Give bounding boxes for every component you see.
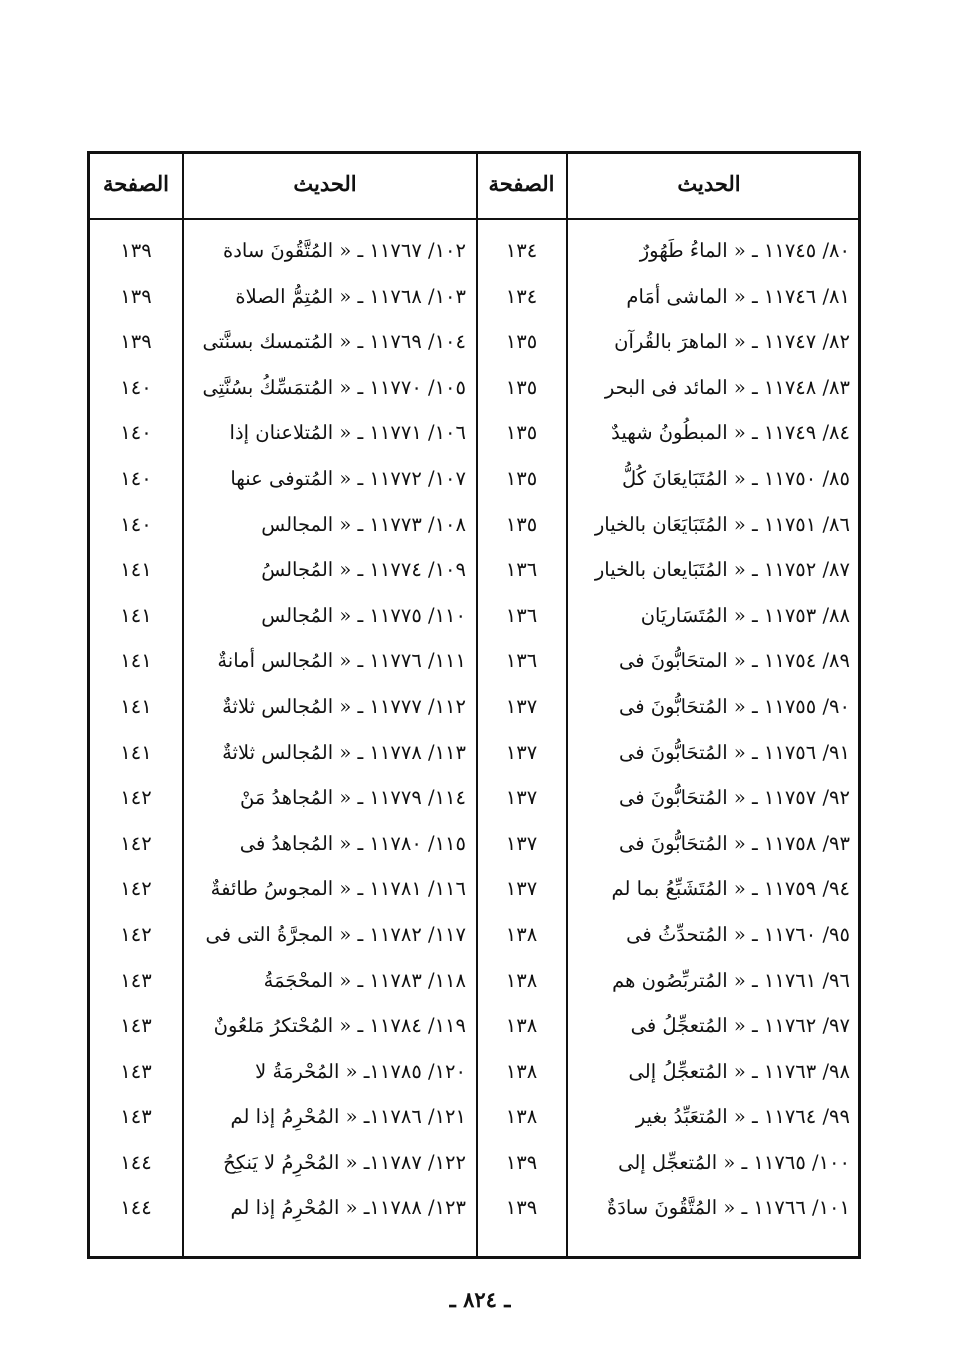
right-hadith-entry: ٩٢/ ١١٧٥٧ ـ « المُتحَابُّونَ فى: [619, 786, 850, 810]
left-hadith-entry: ١٢٣/ ١١٧٨٨ـ « المُحْرِمُ إذا لم: [230, 1196, 466, 1220]
left-hadith-entry: ١١١/ ١١٧٧٦ ـ « المُجالس أمانةٌ: [217, 649, 466, 673]
right-page-number: ١٣٧: [505, 694, 538, 718]
table-row: [90, 456, 858, 502]
right-hadith-entry: ٨٩/ ١١٧٥٤ ـ « المتحَابُّونَ فى: [619, 649, 850, 673]
left-page-number: ١٤٣: [120, 968, 152, 992]
left-hadith-entry: ١١٤/ ١١٧٧٩ ـ « المُجاهدُ مَنْ: [240, 786, 466, 810]
left-page-number: ١٤٢: [120, 831, 152, 855]
right-hadith-entry: ٨٦/ ١١٧٥١ ـ « المُتَبَايَعَان بالخيار: [594, 512, 850, 536]
left-hadith-entry: ١٠٢/ ١١٧٦٧ ـ « المُتَّقُونَ سادة: [223, 239, 466, 262]
left-hadith-entry: ١٠٣/ ١١٧٦٨ ـ « المُتِمُّ الصلاة: [235, 284, 466, 308]
table-body: [90, 228, 858, 1231]
table-row: [90, 684, 858, 730]
table-row: [90, 1094, 858, 1140]
right-hadith-entry: ٩٧/ ١١٧٦٢ ـ « المُتعجِّلُ فى: [630, 1014, 850, 1038]
right-page-number: ١٣٦: [505, 649, 538, 673]
table-row: [90, 319, 858, 365]
left-hadith-entry: ١٠٤/ ١١٧٦٩ ـ « المُتمسك بسنَّتى: [202, 330, 466, 354]
right-page-number: ١٣٨: [505, 1105, 538, 1129]
table-row: [90, 1049, 858, 1095]
right-page-number: ١٣٥: [505, 466, 538, 490]
right-hadith-entry: ٨١/ ١١٧٤٦ ـ « الماشى أمَام: [626, 284, 850, 308]
left-hadith-entry: ١١٧/ ١١٧٨٢ ـ « المجرَّةُ التى فى: [205, 922, 466, 946]
right-hadith-entry: ٨٤/ ١١٧٤٩ ـ « المبطُونُ شهيدٌ: [611, 421, 850, 445]
right-page-number: ١٣٧: [505, 831, 538, 855]
header-divider: [90, 218, 858, 220]
right-hadith-entry: ٨٠/ ١١٧٤٥ ـ « الماءُ طَهُورٌ: [639, 239, 850, 262]
right-hadith-entry: ٨٧/ ١١٧٥٢ ـ « المُتَبَايعان بالخيار: [594, 558, 850, 582]
right-page-number: ١٣٧: [505, 786, 538, 810]
right-page-number: ١٣٥: [505, 512, 538, 536]
right-page-number: ١٣٨: [505, 1059, 538, 1083]
right-page-number: ١٣٧: [505, 740, 538, 764]
right-hadith-entry: ٨٣/ ١١٧٤٨ ـ « المائد فى البحر: [604, 375, 850, 399]
left-hadith-entry: ١١٨/ ١١٧٨٣ ـ « المحْجَمَةُ: [263, 968, 466, 992]
index-table: [87, 151, 861, 1259]
right-hadith-entry: ٩٨/ ١١٧٦٣ ـ « المُتعجِّلُ إلى: [628, 1059, 850, 1083]
table-row: [90, 775, 858, 821]
right-hadith-entry: ٩٥/ ١١٧٦٠ ـ « المُتحدِّثُ فى: [626, 922, 850, 946]
left-hadith-entry: ١٠٥/ ١١٧٧٠ ـ « المُتمَسِّكُ بسُنَّتِى: [202, 375, 466, 399]
right-hadith-entry: ٨٨/ ١١٧٥٣ ـ « المُتَسَاريَان: [640, 603, 850, 627]
table-row: [90, 410, 858, 456]
left-page-number: ١٣٩: [120, 239, 152, 262]
right-page-number: ١٣٦: [505, 558, 538, 582]
left-page-number: ١٤٣: [120, 1105, 152, 1129]
table-row: [90, 958, 858, 1004]
right-page-number: ١٣٦: [505, 603, 538, 627]
table-row: [90, 866, 858, 912]
right-hadith-entry: ٩٣/ ١١٧٥٨ ـ « المُتحَابُّونَ فى: [619, 831, 850, 855]
left-page-number: ١٤٠: [120, 421, 152, 445]
page-number: ـ ٨٢٤ ـ: [449, 1287, 511, 1312]
table-row: [90, 593, 858, 639]
left-hadith-entry: ١١٠/ ١١٧٧٥ ـ « المُجالس: [261, 603, 466, 627]
table-row: [90, 365, 858, 411]
right-hadith-entry: ١٠١/ ١١٧٦٦ ـ « المُتَّقُونَ سادَةٌ: [607, 1196, 850, 1220]
left-page-number: ١٤٠: [120, 512, 152, 536]
table-row: [90, 502, 858, 548]
left-page-number: ١٤١: [120, 694, 152, 718]
left-page-number: ١٤٠: [120, 375, 152, 399]
table-row: [90, 1185, 858, 1231]
right-page-number: ١٣٤: [505, 284, 538, 308]
header-left-page: الصفحة: [103, 171, 169, 196]
right-page-number: ١٣٨: [505, 1014, 538, 1038]
right-hadith-entry: ٨٢/ ١١٧٤٧ ـ « الماهرَ بالقُرآن: [614, 330, 850, 354]
right-page-number: ١٣٧: [505, 877, 538, 901]
left-page-number: ١٣٩: [120, 284, 152, 308]
left-hadith-entry: ١٢٠/ ١١٧٨٥ـ « المُحْرمَةُ لا: [255, 1059, 466, 1083]
left-hadith-entry: ١٠٩/ ١١٧٧٤ ـ « المُجالسُ: [261, 558, 466, 582]
right-page-number: ١٣٤: [505, 239, 538, 262]
right-hadith-entry: ٩٤/ ١١٧٥٩ ـ « المُتَشَبِّعُ بما لم: [611, 877, 850, 901]
table-row: [90, 730, 858, 776]
left-page-number: ١٤١: [120, 740, 152, 764]
right-page-number: ١٣٩: [505, 1150, 538, 1174]
header-right-page: الصفحة: [488, 171, 555, 196]
right-hadith-entry: ١٠٠/ ١١٧٦٥ ـ « المُتعجِّل إلى: [618, 1150, 850, 1174]
left-page-number: ١٤٠: [120, 466, 152, 490]
table-row: [90, 274, 858, 320]
left-hadith-entry: ١٠٧/ ١١٧٧٢ ـ « المُتوفى عنها: [230, 466, 466, 490]
left-page-number: ١٤٣: [120, 1014, 152, 1038]
right-page-number: ١٣٨: [505, 968, 538, 992]
table-row: [90, 638, 858, 684]
header-right-hadith: الحديث: [677, 171, 741, 196]
right-hadith-entry: ٩٦/ ١١٧٦١ ـ « المُتربِّصُون هم: [612, 968, 850, 992]
left-page-number: ١٤٢: [120, 877, 152, 901]
left-page-number: ١٤١: [120, 558, 152, 582]
right-page-number: ١٣٥: [505, 330, 538, 354]
table-row: [90, 228, 858, 274]
right-hadith-entry: ٩١/ ١١٧٥٦ ـ « المُتحَابُّونَ فى: [619, 740, 850, 764]
left-page-number: ١٤٤: [120, 1150, 152, 1174]
left-hadith-entry: ١٠٨/ ١١٧٧٣ ـ « المجالس: [261, 512, 466, 536]
left-page-number: ١٤٤: [120, 1196, 152, 1220]
left-page-number: ١٤١: [120, 603, 152, 627]
header-left-hadith: الحديث: [293, 171, 357, 196]
left-hadith-entry: ١١٥/ ١١٧٨٠ ـ « المُجاهدُ فى: [239, 831, 466, 855]
left-page-number: ١٤١: [120, 649, 152, 673]
left-page-number: ١٤٢: [120, 786, 152, 810]
left-hadith-entry: ١١٦/ ١١٧٨١ ـ « المجوسُ طائفةٌ: [210, 877, 466, 901]
right-page-number: ١٣٥: [505, 375, 538, 399]
left-hadith-entry: ١١٢/ ١١٧٧٧ ـ « المُجالس ثلاثةٌ: [222, 694, 466, 718]
left-page-number: ١٤٣: [120, 1059, 152, 1083]
table-row: [90, 821, 858, 867]
left-hadith-entry: ١٢٢/ ١١٧٨٧ـ « المُحْرِمُ لا يَنكِحُ: [223, 1150, 466, 1174]
right-hadith-entry: ٩٠/ ١١٧٥٥ ـ « المُتحَابُّونَ فى: [619, 694, 850, 718]
right-page-number: ١٣٥: [505, 421, 538, 445]
table-row: [90, 1140, 858, 1186]
left-hadith-entry: ١١٣/ ١١٧٧٨ ـ « المُجالس ثلاثةٌ: [222, 740, 466, 764]
table-row: [90, 1003, 858, 1049]
left-hadith-entry: ١١٩/ ١١٧٨٤ ـ « المُحْتكرُ مَلعُونٌ: [213, 1014, 466, 1038]
right-hadith-entry: ٨٥/ ١١٧٥٠ ـ « المُتَبَايعَانَ كُلُّ: [621, 466, 850, 490]
left-hadith-entry: ١٠٦/ ١١٧٧١ ـ « المُتلاعنان إذا: [229, 421, 466, 445]
table-row: [90, 547, 858, 593]
right-page-number: ١٣٩: [505, 1196, 538, 1220]
right-page-number: ١٣٨: [505, 922, 538, 946]
left-page-number: ١٣٩: [120, 330, 152, 354]
left-hadith-entry: ١٢١/ ١١٧٨٦ـ « المُحْرِمُ إذا لم: [230, 1105, 466, 1129]
right-hadith-entry: ٩٩/ ١١٧٦٤ ـ « المُتعَبِّدُ بغير: [635, 1105, 850, 1129]
table-row: [90, 912, 858, 958]
left-page-number: ١٤٢: [120, 922, 152, 946]
